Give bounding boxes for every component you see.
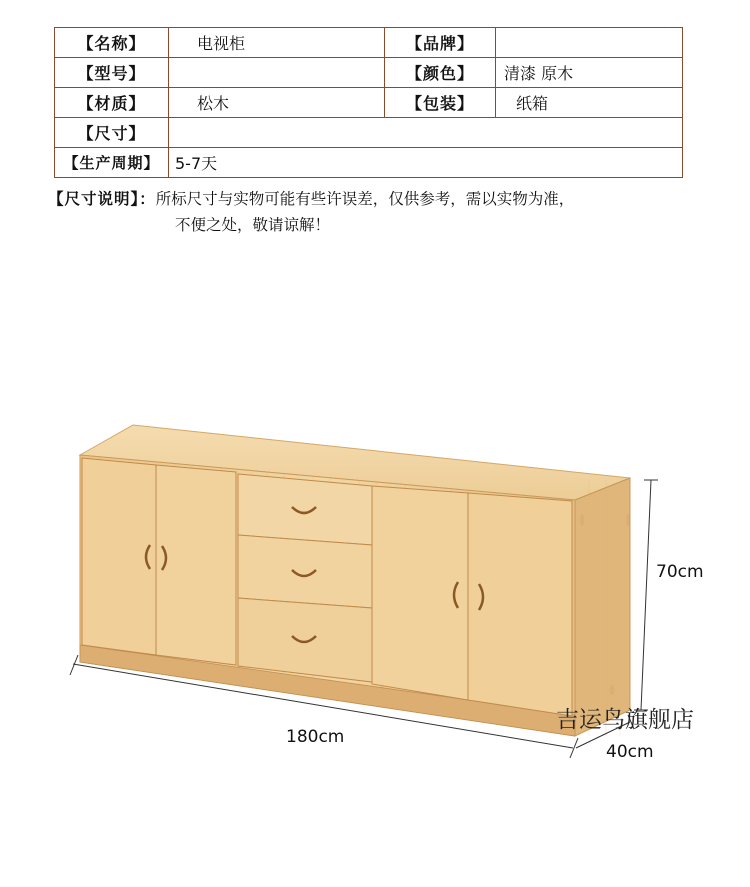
- name-value: 电视柜: [169, 28, 385, 58]
- packaging-value: 纸箱: [496, 88, 683, 118]
- size-note-label: 【尺寸说明】：: [48, 190, 156, 208]
- name-label: 【名称】: [55, 28, 169, 58]
- left-door-2: [156, 465, 236, 665]
- height-dimension: 70cm: [656, 562, 704, 582]
- cycle-value: 5-7天: [169, 148, 683, 178]
- material-value: 松木: [169, 88, 385, 118]
- size-note-line1: 所标尺寸与实物可能有些许误差，仅供参考，需以实物为准，: [155, 190, 575, 208]
- width-dimension: 180cm: [286, 727, 345, 747]
- color-value: 清漆 原木: [496, 58, 683, 88]
- side-grain: [575, 480, 630, 736]
- store-watermark: 吉运鸟旗舰店: [556, 707, 694, 733]
- color-label: 【颜色】: [385, 58, 496, 88]
- size-label: 【尺寸】: [55, 118, 169, 148]
- material-label: 【材质】: [55, 88, 169, 118]
- brand-label: 【品牌】: [385, 28, 496, 58]
- size-note-line2: 不便之处，敬请谅解！: [175, 216, 331, 234]
- depth-dimension: 40cm: [606, 742, 654, 762]
- drawer-1: [238, 474, 372, 545]
- model-label: 【型号】: [55, 58, 169, 88]
- cycle-label: 【生产周期】: [55, 148, 169, 178]
- drawer-2: [238, 535, 372, 608]
- right-door-2: [468, 493, 572, 716]
- packaging-label: 【包装】: [385, 88, 496, 118]
